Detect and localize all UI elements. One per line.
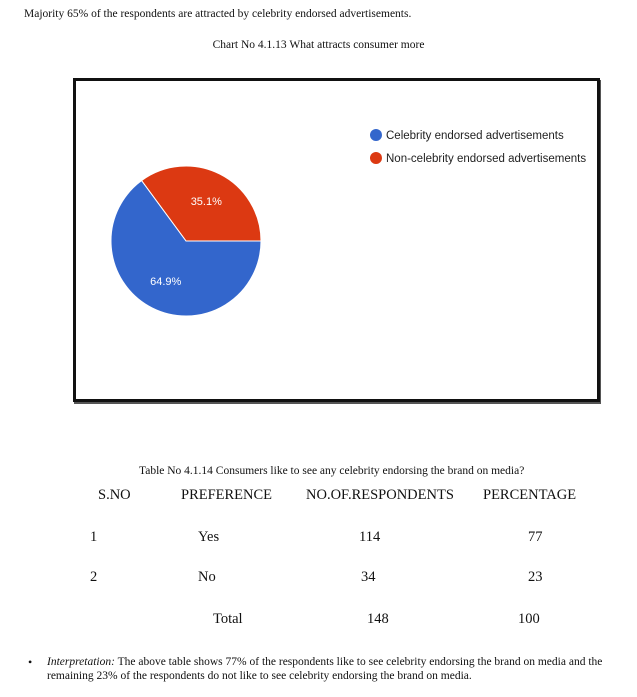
intro-text: Majority 65% of the respondents are attracted by celebrity endorsed advertisements. [24, 8, 412, 20]
row-2-respondents: 34 [361, 569, 376, 585]
legend-marker-celebrity [370, 129, 382, 141]
header-percentage: PERCENTAGE [483, 487, 577, 503]
interpretation-text: The above table shows 77% of the respondents like to see celebrity endorsing the brand on media and the remaining 23% of the respondents do not like to see celebrity endorsing the brand on media. [47, 656, 603, 682]
row-1-preference: Yes [198, 529, 220, 545]
total-percentage: 100 [518, 611, 540, 627]
legend-label-non-celebrity: Non-celebrity endorsed advertisements [386, 153, 587, 165]
legend-label-celebrity: Celebrity endorsed advertisements [386, 130, 564, 142]
row-2-preference: No [198, 569, 216, 585]
row-1-respondents: 114 [359, 529, 381, 545]
header-respondents: NO.OF.RESPONDENTS [306, 487, 454, 503]
header-preference: PREFERENCE [181, 487, 273, 503]
chart-caption: Chart No 4.1.13 What attracts consumer more [212, 39, 425, 51]
total-respondents: 148 [367, 611, 389, 627]
table-caption: Table No 4.1.14 Consumers like to see any celebrity endorsing the brand on media? [139, 465, 525, 477]
header-sno: S.NO [98, 487, 131, 503]
row-1-percentage: 77 [528, 529, 543, 545]
row-1-sno: 1 [90, 529, 98, 545]
legend-marker-non-celebrity [370, 152, 382, 164]
interpretation-paragraph [28, 655, 620, 683]
row-2-sno: 2 [90, 569, 98, 585]
pie-label-non-celebrity: 35.1% [190, 195, 222, 208]
row-2-percentage: 23 [528, 569, 543, 585]
pie-chart-frame [73, 78, 600, 402]
total-label: Total [213, 611, 243, 627]
interpretation-label: Interpretation: [47, 656, 115, 668]
pie-label-celebrity: 64.9% [150, 276, 182, 289]
bullet-point: • [28, 655, 33, 669]
pie-chart [76, 81, 597, 399]
